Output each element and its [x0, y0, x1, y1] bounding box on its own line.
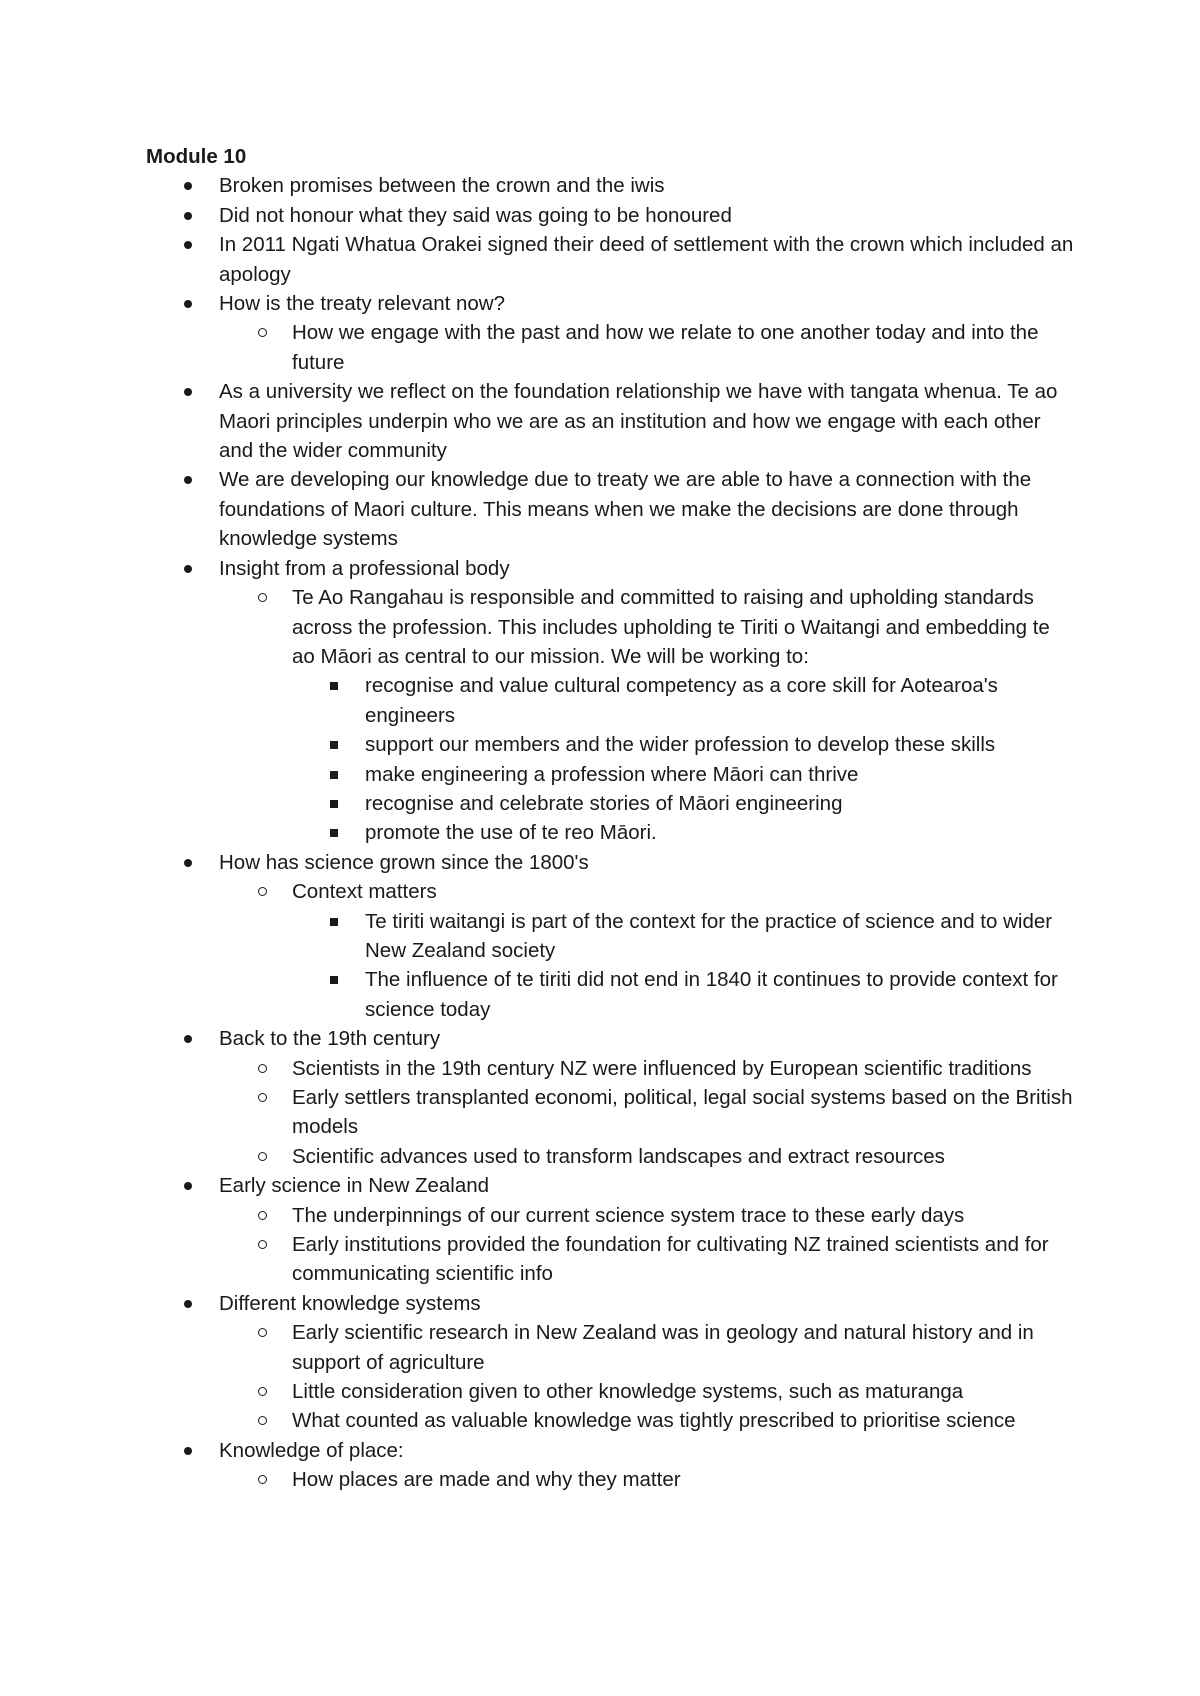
bullet-disc-icon: [184, 565, 192, 573]
bullet-square-icon: [330, 829, 338, 837]
list-item: [146, 171, 1076, 200]
list-item: [146, 377, 1076, 465]
item-text: How places are made and why they matter: [292, 1468, 681, 1492]
sub-list-item: [146, 1377, 1076, 1406]
sub-sub-list-item: [146, 671, 1076, 730]
item-text: Knowledge of place:: [219, 1438, 404, 1462]
item-text: promote the use of te reo Māori.: [365, 821, 657, 845]
list-item: [146, 230, 1076, 289]
item-text: Context matters: [292, 880, 437, 904]
sub-sub-list-item: [146, 818, 1076, 847]
bullet-circle-icon: [258, 1416, 267, 1425]
bullet-disc-icon: [184, 388, 192, 396]
item-text: The influence of te tiriti did not end in 1840 it continues to provide context for science today: [365, 968, 1058, 1021]
sub-sub-list-item: [146, 760, 1076, 789]
bullet-square-icon: [330, 682, 338, 690]
nested-list: [146, 1465, 1076, 1494]
list-item: [146, 1024, 1076, 1053]
list-item: [146, 1436, 1076, 1465]
item-text: How has science grown since the 1800's: [219, 850, 589, 874]
list-item: [146, 465, 1076, 553]
bullet-circle-icon: [258, 887, 267, 896]
list-item: [146, 1289, 1076, 1318]
item-text: Scientific advances used to transform landscapes and extract resources: [292, 1144, 945, 1168]
item-text: How is the treaty relevant now?: [219, 292, 505, 316]
nested-list: [146, 1201, 1076, 1289]
item-text: Te Ao Rangahau is responsible and committed to raising and upholding standards across the profession. This includes upholding te Tiriti o Waitangi and embedding te ao Māori as central to our mission. We will be working to:: [292, 586, 1050, 668]
sub-sub-list-item: [146, 789, 1076, 818]
bullet-square-icon: [330, 976, 338, 984]
nested-list: [146, 583, 1076, 848]
sub-list-item: [146, 1465, 1076, 1494]
bullet-circle-icon: [258, 1328, 267, 1337]
nested-list: [146, 318, 1076, 377]
list-item: [146, 554, 1076, 583]
bullet-disc-icon: [184, 1035, 192, 1043]
bullet-disc-icon: [184, 241, 192, 249]
item-text: What counted as valuable knowledge was tightly prescribed to prioritise science: [292, 1409, 1016, 1433]
bullet-square-icon: [330, 918, 338, 926]
item-text: Early institutions provided the foundation for cultivating NZ trained scientists and for communicating scientific info: [292, 1233, 1049, 1286]
bullet-list: [146, 171, 1076, 1494]
item-text: In 2011 Ngati Whatua Orakei signed their deed of settlement with the crown which included an apology: [219, 233, 1074, 286]
sub-list-item: [146, 1318, 1076, 1377]
bullet-circle-icon: [258, 593, 267, 602]
sub-list-item: [146, 583, 1076, 671]
item-text: recognise and celebrate stories of Māori engineering: [365, 791, 843, 815]
bullet-circle-icon: [258, 328, 267, 337]
item-text: Little consideration given to other knowledge systems, such as maturanga: [292, 1380, 964, 1404]
bullet-square-icon: [330, 741, 338, 749]
item-text: Scientists in the 19th century NZ were influenced by European scientific traditions: [292, 1056, 1032, 1080]
item-text: make engineering a profession where Māori can thrive: [365, 762, 859, 786]
sub-list-item: [146, 1083, 1076, 1142]
list-item: [146, 848, 1076, 877]
item-text: support our members and the wider profession to develop these skills: [365, 733, 996, 757]
list-item: [146, 201, 1076, 230]
list-item: [146, 289, 1076, 318]
nested-list: [146, 1054, 1076, 1172]
nested-list: [146, 1318, 1076, 1436]
list-item: [146, 1171, 1076, 1200]
sub-list-item: [146, 1201, 1076, 1230]
item-text: The underpinnings of our current science system trace to these early days: [292, 1203, 965, 1227]
bullet-circle-icon: [258, 1387, 267, 1396]
sub-list-item: [146, 877, 1076, 906]
sub-sub-list-item: [146, 965, 1076, 1024]
sub-list-item: [146, 318, 1076, 377]
item-text: Early settlers transplanted economi, political, legal social systems based on the British models: [292, 1086, 1073, 1139]
bullet-disc-icon: [184, 1182, 192, 1190]
item-text: Different knowledge systems: [219, 1291, 481, 1315]
bullet-disc-icon: [184, 1447, 192, 1455]
bullet-circle-icon: [258, 1152, 267, 1161]
sub-list-item: [146, 1142, 1076, 1171]
nested-list: [146, 671, 1076, 847]
sub-list-item: [146, 1054, 1076, 1083]
item-text: Early science in New Zealand: [219, 1174, 490, 1198]
bullet-disc-icon: [184, 859, 192, 867]
bullet-disc-icon: [184, 1300, 192, 1308]
nested-list: [146, 907, 1076, 1025]
bullet-disc-icon: [184, 476, 192, 484]
item-text: Broken promises between the crown and the iwis: [219, 174, 665, 198]
item-text: We are developing our knowledge due to treaty we are able to have a connection with the foundations of Maori culture. This means when we make the decisions are done through knowledge systems: [219, 468, 1032, 551]
item-text: Insight from a professional body: [219, 556, 510, 580]
module-title: Module 10: [146, 145, 247, 168]
nested-list: [146, 877, 1076, 1024]
item-text: How we engage with the past and how we relate to one another today and into the future: [292, 321, 1039, 374]
item-text: Did not honour what they said was going to be honoured: [219, 203, 732, 227]
item-text: Te tiriti waitangi is part of the context for the practice of science and to wider New Zealand society: [365, 909, 1053, 962]
sub-sub-list-item: [146, 907, 1076, 966]
item-text: recognise and value cultural competency as a core skill for Aotearoa's engineers: [365, 674, 998, 727]
sub-list-item: [146, 1230, 1076, 1289]
item-text: Back to the 19th century: [219, 1027, 441, 1051]
document-body: [146, 142, 1076, 1495]
bullet-disc-icon: [184, 300, 192, 308]
item-text: As a university we reflect on the foundation relationship we have with tangata whenua. Te ao Maori principles underpin who we are as an institution and how we engage with each other and the wider community: [219, 380, 1058, 463]
bullet-disc-icon: [184, 182, 192, 190]
bullet-circle-icon: [258, 1211, 267, 1220]
bullet-circle-icon: [258, 1475, 267, 1484]
sub-sub-list-item: [146, 730, 1076, 759]
bullet-square-icon: [330, 771, 338, 779]
bullet-disc-icon: [184, 212, 192, 220]
bullet-circle-icon: [258, 1093, 267, 1102]
bullet-circle-icon: [258, 1240, 267, 1249]
item-text: Early scientific research in New Zealand was in geology and natural history and in support of agriculture: [292, 1321, 1034, 1374]
bullet-square-icon: [330, 800, 338, 808]
sub-list-item: [146, 1406, 1076, 1435]
bullet-circle-icon: [258, 1064, 267, 1073]
